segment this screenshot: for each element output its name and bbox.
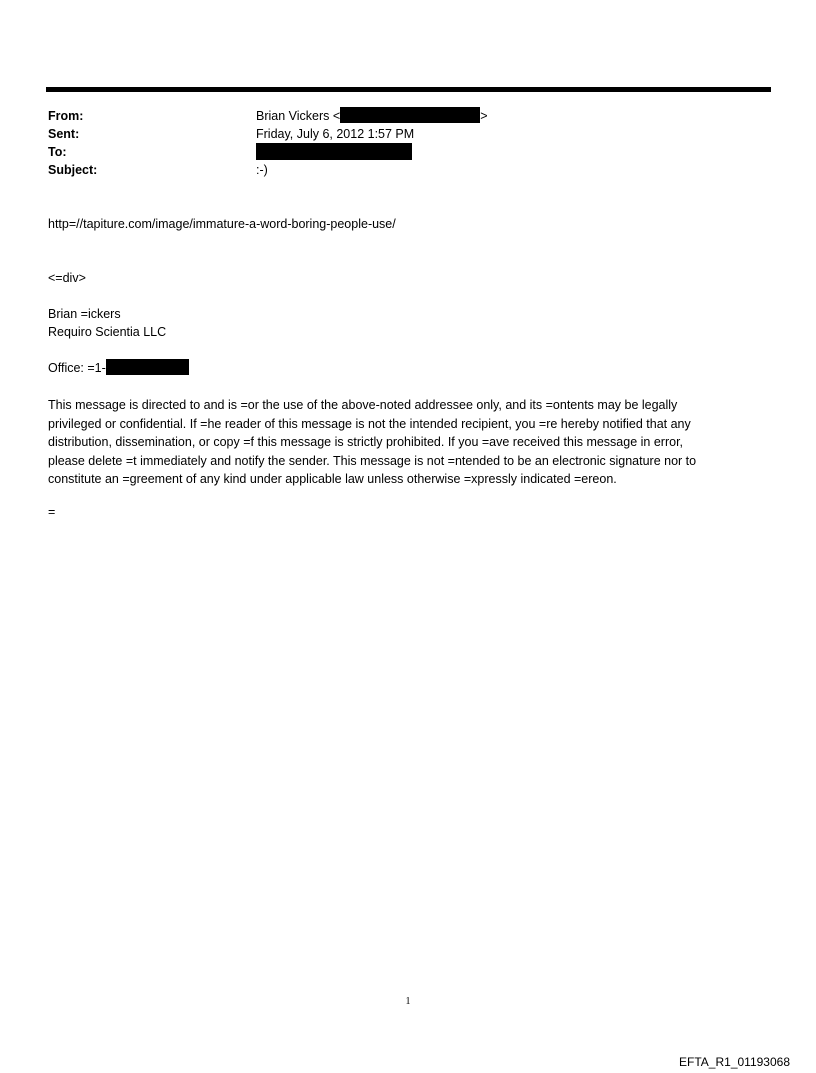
div-tag-text: <=div> [48,271,86,285]
disclaimer-line: constitute an =greement of any kind under applicable law unless otherwise =xpressly indicated =ereon. [48,472,617,486]
to-value [256,143,412,162]
from-close-bracket: > [480,109,488,123]
from-label: From: [48,109,84,123]
office-phone [48,359,189,377]
page-number: 1 [405,996,411,1007]
signature-company: Requiro Scientia LLC [48,325,167,339]
trailing-equals: = [48,505,56,519]
shared-link: http=//tapiture.com/image/immature-a-word-boring-people-use/ [48,217,396,231]
from-value [256,107,488,125]
subject-value: :-) [256,163,268,177]
redacted-recipient-block [256,143,412,160]
redacted-phone-block [106,359,189,375]
disclaimer-line: This message is directed to and is =or the use of the above-noted addressee only, and its =ontents may be legally [48,398,678,412]
disclaimer-line: privileged or confidential. If =he reader of this message is not the intended recipient, you =re hereby notified that any [48,416,691,431]
subject-label: Subject: [48,163,98,177]
to-label: To: [48,145,67,159]
redacted-email-block [340,107,480,123]
signature-name: Brian =ickers [48,307,121,321]
disclaimer-line: distribution, dissemination, or copy =f this message is strictly prohibited. If you =ave received this message in error, [48,435,684,449]
confidentiality-disclaimer [48,396,760,489]
from-name: Brian Vickers < [256,109,341,123]
document-id: EFTA_R1_01193068 [679,1055,790,1069]
sent-label: Sent: [48,127,80,141]
disclaimer-line: please delete =t immediately and notify the sender. This message is not =ntended to be an electronic signature nor to [48,453,697,468]
office-label: Office: =1- [48,361,106,375]
header-rule [46,87,771,92]
sent-value: Friday, July 6, 2012 1:57 PM [256,127,415,141]
